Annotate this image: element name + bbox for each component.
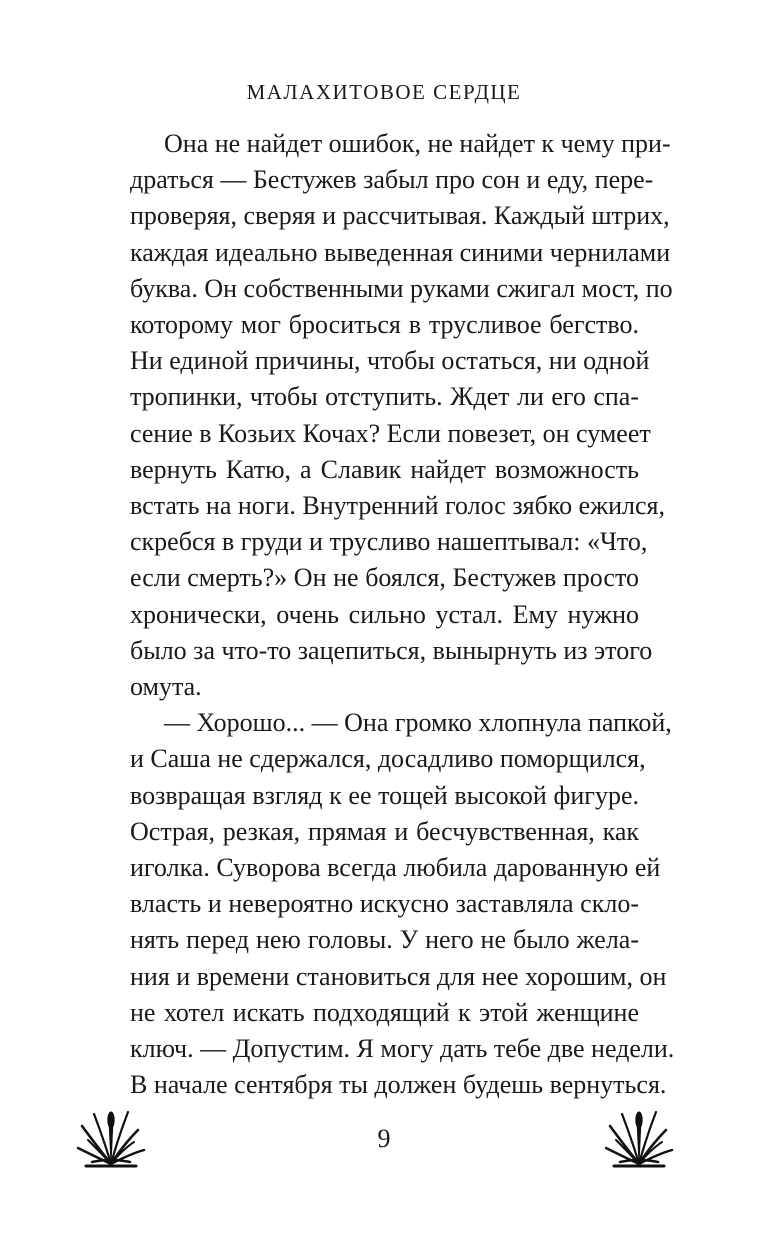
text-line: и Саша не сдержался, досадливо поморщился, (130, 744, 646, 774)
text-line: Острая, резкая, прямая и бесчувственная, как (130, 816, 639, 846)
text-line: омута. (130, 672, 202, 702)
running-title: МАЛАХИТОВОЕ СЕРДЦЕ (246, 80, 522, 104)
text-line: Ни единой причины, чтобы остаться, ни одной (130, 346, 650, 376)
text-line: В начале сентября ты должен будешь вернуться. (130, 1070, 667, 1100)
paragraph-2 (96, 705, 675, 1103)
text-line: тропинки, чтобы отступить. Ждет ли его спа- (130, 382, 639, 412)
text-line: Она не найдет ошибок, не найдет к чему при- (164, 129, 671, 158)
text-line: возвращая взгляд к ее тощей высокой фигуре. (130, 780, 639, 810)
body-text (96, 126, 675, 1103)
text-line: иголка. Суворова всегда любила дарованную ей (130, 853, 661, 883)
text-line: сение в Козьих Кочах? Если повезет, он сумеет (130, 418, 651, 448)
text-line: хронически, очень сильно устал. Ему нужно (130, 599, 639, 629)
text-line: встать на ноги. Внутренний голос зябко ежился, (130, 491, 666, 521)
text-line: каждая идеально выведенная синими чернилами (130, 237, 671, 267)
text-line: вернуть Катю, а Славик найдет возможность (130, 454, 639, 484)
text-line: не хотел искать подходящий к этой женщине (130, 997, 639, 1027)
text-line: ния и времени становиться для нее хорошим, он (130, 961, 667, 991)
grass-ornament-icon (604, 1100, 674, 1170)
text-line: проверяя, сверяя и рассчитывая. Каждый штрих, (130, 201, 670, 231)
text-line: нять перед нею головы. У него не было жела- (130, 925, 639, 955)
text-line: буква. Он собственными руками сжигал мост, по (130, 273, 673, 303)
text-line: скребся в груди и трусливо нашептывал: «Что, (130, 527, 648, 557)
text-line: ключ. — Допустим. Я могу дать тебе две недели. (130, 1034, 675, 1064)
text-line: которому мог броситься в трусливое бегство. (130, 310, 639, 340)
text-line: власть и невероятно искусно заставляла скло- (130, 889, 639, 919)
text-line: было за что-то зацепиться, вынырнуть из этого (130, 635, 653, 665)
text-line: — Хорошо... — Она громко хлопнула папкой, (164, 708, 672, 738)
page-number: 9 (377, 1124, 391, 1153)
paragraph-1 (96, 126, 673, 705)
text-line: если смерть?» Он не боялся, Бестужев просто (130, 563, 639, 593)
text-line: драться — Бестужев забыл про сон и еду, пере- (130, 165, 654, 195)
